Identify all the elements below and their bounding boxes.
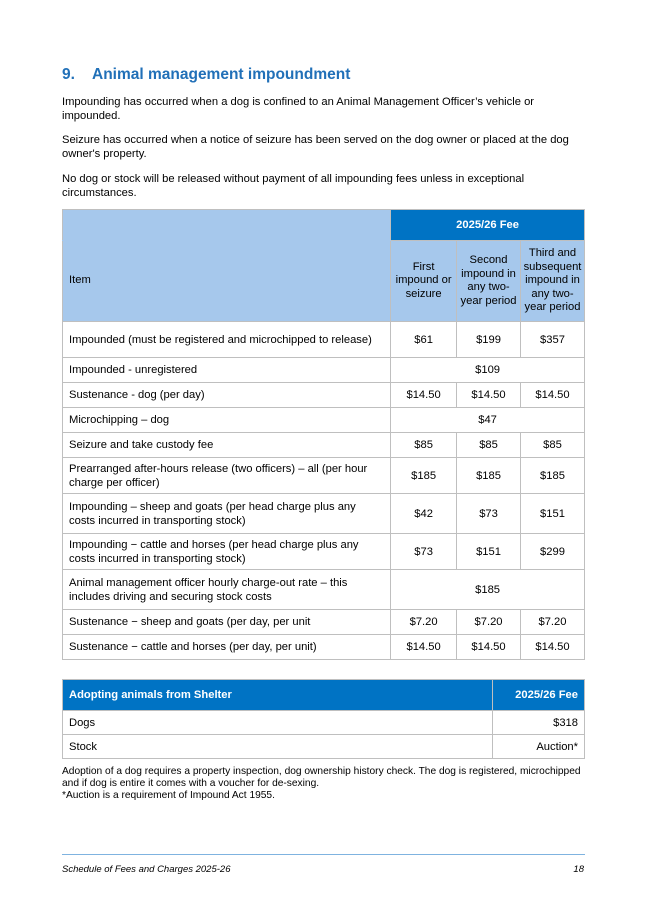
- third-fee: $14.50: [520, 383, 584, 408]
- second-fee: $185: [457, 458, 521, 494]
- third-fee: $151: [520, 494, 584, 534]
- third-fee: $185: [520, 458, 584, 494]
- paragraph-impounding: Impounding has occurred when a dog is confined to an Animal Management Officer’s vehicle or impounded.: [62, 96, 535, 122]
- second-fee: $199: [457, 322, 521, 358]
- auction-note: *Auction is a requirement of Impound Act 1955.: [62, 790, 275, 801]
- adoption-item: Dogs: [63, 711, 493, 735]
- row-item: Impounded - unregistered: [63, 358, 391, 383]
- table-row: [63, 408, 585, 433]
- adoption-header-row: [63, 680, 585, 711]
- adoption-note: Adoption of a dog requires a property inspection, dog ownership history check. The dog is registered, microchipped and if dog is entire it comes with a voucher for de-sexing.: [62, 766, 581, 789]
- row-item: Prearranged after-hours release (two officers) – all (per hour charge per officer): [63, 458, 391, 494]
- second-fee: $14.50: [457, 635, 521, 660]
- third-fee: $85: [520, 433, 584, 458]
- first-fee: $7.20: [391, 610, 457, 635]
- second-fee: $151: [457, 534, 521, 570]
- adoption-fee: $318: [493, 711, 585, 735]
- third-fee: $357: [520, 322, 584, 358]
- second-fee: $85: [457, 433, 521, 458]
- adoption-item-header: Adopting animals from Shelter: [63, 680, 493, 711]
- fee-year-header: 2025/26 Fee: [391, 210, 585, 241]
- first-fee: $73: [391, 534, 457, 570]
- row-item: Seizure and take custody fee: [63, 433, 391, 458]
- table-row: [63, 383, 585, 408]
- item-column-header: Item: [63, 241, 391, 322]
- row-item: Impounding − cattle and horses (per head charge plus any costs incurred in transporting stock): [63, 534, 391, 570]
- first-fee: $61: [391, 322, 457, 358]
- section-title: Animal management impoundment: [92, 66, 351, 83]
- table-row: [63, 635, 585, 660]
- adoption-notes: [62, 766, 582, 802]
- first-fee: $42: [391, 494, 457, 534]
- row-item: Impounded (must be registered and microchipped to release): [63, 322, 391, 358]
- flat-fee: $109: [391, 358, 585, 383]
- flat-fee: $185: [391, 570, 585, 610]
- table-row: [63, 322, 585, 358]
- row-item: Sustenance − cattle and horses (per day, per unit): [63, 635, 391, 660]
- table-row: [63, 433, 585, 458]
- first-fee: $85: [391, 433, 457, 458]
- row-item: Sustenance − sheep and goats (per day, per unit: [63, 610, 391, 635]
- flat-fee: $47: [391, 408, 585, 433]
- table-row: [63, 534, 585, 570]
- second-impound-header: Second impound in any two-year period: [457, 241, 521, 322]
- adoption-fee: Auction*: [493, 735, 585, 759]
- section-number: 9.: [62, 66, 75, 83]
- paragraph-release: No dog or stock will be released without payment of all impounding fees unless in exceptional circumstances.: [62, 173, 525, 199]
- row-item: Microchipping – dog: [63, 408, 391, 433]
- adoption-item: Stock: [63, 735, 493, 759]
- footer-title: Schedule of Fees and Charges 2025-26: [62, 864, 231, 875]
- adoption-fee-header: 2025/26 Fee: [493, 680, 585, 711]
- row-item: Impounding – sheep and goats (per head charge plus any costs incurred in transporting stock): [63, 494, 391, 534]
- impound-fee-table: [62, 209, 585, 660]
- first-fee: $14.50: [391, 383, 457, 408]
- table-row: [63, 570, 585, 610]
- second-fee: $7.20: [457, 610, 521, 635]
- third-impound-header: Third and subsequent impound in any two-year period: [520, 241, 584, 322]
- fee-table-column-header-row: [63, 241, 585, 322]
- table-row: [63, 458, 585, 494]
- footer-divider: [62, 854, 585, 855]
- table-row: [63, 358, 585, 383]
- page-number: 18: [573, 864, 584, 875]
- second-fee: $73: [457, 494, 521, 534]
- first-fee: $185: [391, 458, 457, 494]
- first-fee: $14.50: [391, 635, 457, 660]
- third-fee: $7.20: [520, 610, 584, 635]
- row-item: Animal management officer hourly charge-out rate – this includes driving and securing stock costs: [63, 570, 391, 610]
- fee-table-group-header-row: [63, 210, 585, 241]
- second-fee: $14.50: [457, 383, 521, 408]
- third-fee: $299: [520, 534, 584, 570]
- adoption-fee-table: [62, 679, 585, 759]
- row-item: Sustenance - dog (per day): [63, 383, 391, 408]
- section-heading: [62, 66, 350, 84]
- table-row: [63, 711, 585, 735]
- table-row: [63, 735, 585, 759]
- first-impound-header: First impound or seizure: [391, 241, 457, 322]
- third-fee: $14.50: [520, 635, 584, 660]
- table-row: [63, 610, 585, 635]
- paragraph-seizure: Seizure has occurred when a notice of seizure has been served on the dog owner or placed at the dog owner's property.: [62, 134, 569, 160]
- header-blank-cell: [63, 210, 391, 241]
- table-row: [63, 494, 585, 534]
